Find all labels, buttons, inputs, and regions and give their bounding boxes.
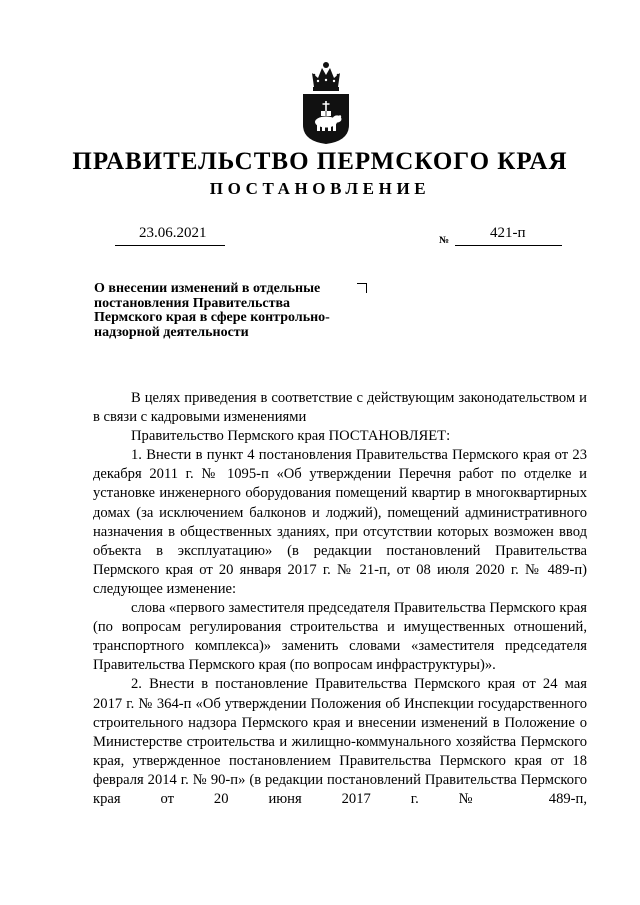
document-body <box>93 389 587 809</box>
body-paragraph: 2. Внести в постановление Правительства Пермского края от 24 мая 2017 г. № 364-п «Об утверждении Положения об Инспекции государственного строительного надзора Пермского края и внесении изменений в Положение о Министерстве строительства и жилищно-коммунального хозяйства Пермского края, утвержденное постановлением Правительства Пермского края от 18 февраля 2014 г. № 90-п» (в редакции постановлений Правительства Пермского края от 20 июня 2017 г. № 489-п, <box>93 676 587 807</box>
number-sign: № <box>439 235 450 246</box>
subject-line: постановления Правительства <box>94 295 290 311</box>
document-subject <box>94 282 364 340</box>
crown-icon <box>312 62 340 91</box>
government-title: ПРАВИТЕЛЬСТВО ПЕРМСКОГО КРАЯ <box>72 148 568 175</box>
document-number: 421-п <box>490 225 526 241</box>
subject-line: Пермского края в сфере контрольно- <box>94 310 330 325</box>
number-underline <box>455 245 562 246</box>
document-type: ПОСТАНОВЛЕНИЕ <box>209 179 431 198</box>
body-paragraph: Правительство Пермского края ПОСТАНОВЛЯЕТ: <box>131 428 451 445</box>
body-paragraph: В целях приведения в соответствие с действующим законодательством и в связи с кадровыми изменениями <box>93 390 587 426</box>
body-paragraph: слова «первого заместителя председателя Правительства Пермского края (по вопросам регулирования строительства и имущественных отношений, транспортного комплекса)» заменить словами «заместителя председателя Правительства Пермского края (по вопросам инфраструктуры)». <box>93 600 587 674</box>
subject-line: надзорной деятельности <box>94 324 249 340</box>
subject-corner-bracket <box>357 283 367 293</box>
date-underline <box>115 245 225 246</box>
document-date: 23.06.2021 <box>139 225 207 241</box>
body-paragraph: 1. Внести в пункт 4 постановления Правительства Пермского края от 23 декабря 2011 г. № 1095-п «Об утверждении Перечня работ по отделке и установке инженерного оборудования помещений квартир в многоквартирных домах (за исключением балконов и лоджий), помещений административного назначения в общественных зданиях, при отсутствии которых возможен ввод объекта в эксплуатацию» (в редакции постановлений Правительства Пермского края от 20 января 2017 г. № 21-п, от 08 июля 2020 г. № 489-п) следующее изменение: <box>93 447 587 597</box>
subject-line: О внесении изменений в отдельные <box>94 281 321 296</box>
perm-krai-coat-of-arms-icon <box>301 61 351 145</box>
